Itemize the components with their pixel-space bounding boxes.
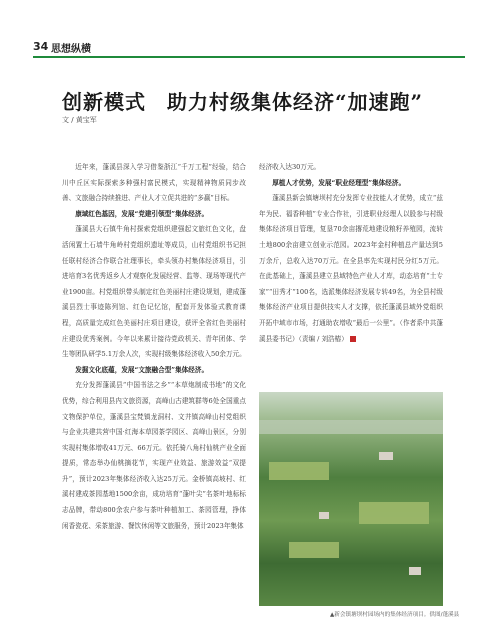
section-title: 思想纵横 (51, 44, 91, 55)
photo-horizon (259, 420, 443, 434)
page-number: 34 (33, 40, 49, 53)
photo-field (359, 502, 429, 524)
photo-building (379, 452, 393, 460)
photo-field (269, 462, 329, 480)
section-heading: 发掘文化底蕴，发展“文旅融合型”集体经济。 (75, 365, 209, 374)
photo-field (289, 542, 339, 558)
section-heading: 厚植人才优势，发展“职业经理型”集体经济。 (272, 178, 406, 187)
right-column (259, 160, 443, 347)
photo-caption: ▲新会镇塘坝村园场内的集体经济项目。供图/蓬溪县 (330, 612, 460, 618)
photo-building (409, 567, 421, 575)
photo-building (319, 512, 329, 519)
left-column (62, 160, 246, 534)
paragraph: 经济收入达30万元。 (259, 163, 321, 171)
paragraph: 近年来，蓬溪县深入学习借鉴浙江“千万工程”经验，结合川中丘区实际探索多种强村富民模式，实现精神物质同步改善、文旅融合持续推进、产业人才立促共进的“多赢”目标。 (62, 163, 246, 203)
header-rule (33, 56, 465, 58)
article-title: 创新模式 助力村级集体经济“加速跑” (62, 90, 424, 114)
article-photo (259, 392, 443, 606)
end-mark-icon (350, 336, 356, 342)
section-heading: 康域红色基因，发展“党建引领型”集体经济。 (75, 209, 209, 218)
article-author: 文 / 黄宝军 (62, 116, 97, 124)
paragraph: 充分发挥蓬溪县“中国书法之乡”“本草炮制成书地”的文化优势，综合利用县内文旅资源，高峰山古建筑群等6处全国重点文物保护单位，蓬溪县宝梵镇龙洞村、文井镇高峰山村党组织与企业共建共营中国·红海本草园茶学园区、高峰山景区，分别实现村集体增收41万元、66万元。依托骑八角村仙桃产业全面提质，常态举办仙桃摘花节，实现产业效益、旅游效益“双提升”，预计2023年集体经济收入达25万元。金桥镇高坡村、红溪村建成茶园基地1500余亩，成功培育“蓬叶尖”名茶叶地标标志品牌，带动800余农户参与茶叶种植加工、茶园管理，挣体闲香瓷花、采茶旅游、餐饮休闲等文旅服务，预计2023年集体 (62, 381, 246, 530)
paragraph-text: 蓬溪县新会镇塘坝村充分发挥专业技能人才优势，成立“兹年为民、福香种植”专业合作社，引进职业经理人以股参与村级集体经济项目管理，复垦70余亩撂荒地建设粮籽养殖园，流转土地800余亩建立创业示范园。2023年金村种植总产量达到5万余斤，总收入达70万元。在全县率先实现村民分红5万元。在此基础上，蓬溪县建立县域特色产业人才库，动态培育“土专家”“田秀才”100名，选派集体经济发展专转49名，为全县村级集体经济产业项目提供技实人才支撑，依托蓬溪县域外党组织开拓中域市市场，打通助农增收“最后一公里”。（作者系中共蓬溪县委书记）（责编 / 刘浩樁） (259, 194, 443, 343)
paragraph (259, 191, 443, 347)
paragraph: 蓬溪县大石镇牛角村探索党组织建强起文旅红色文化，盘活闲置土石墙牛角岭村党组织遗址等成员，山村党组织书记担任联村经济合作联合社理事长，牵头领办村集体经济项目，引进培育3名优秀返乡人才观察化发展经营、监等、现场等现代产业1900亩。村党组织带头制定红色美丽村庄建设规划，建成蓬溪县烈士事迹陈列馆、红色记忆馆，配套开发体验式教育课程，高质量完成红色美丽村庄项目建设，获评全省红色美丽村庄建设优秀案例。今年以来累计接待党政机关、青年团体、学生等团队研学5.1万余人次，实现村级集体经济收入50余万元。 (62, 225, 246, 359)
